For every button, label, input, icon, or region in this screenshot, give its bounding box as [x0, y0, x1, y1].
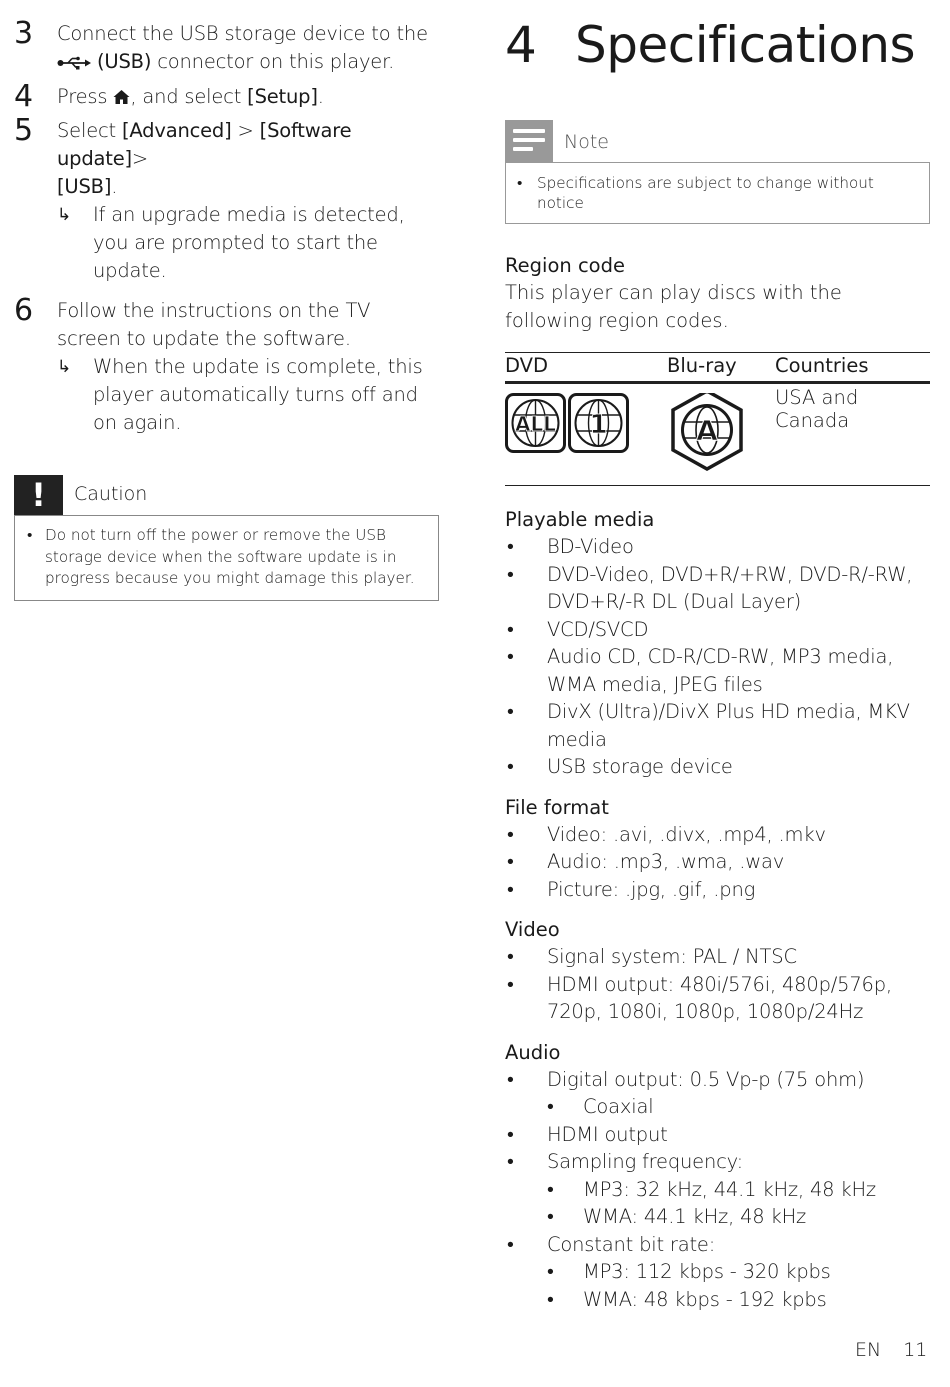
region-code-title: Region code [505, 254, 625, 277]
region-table [505, 352, 930, 486]
list-item: • BD-Video [505, 533, 930, 561]
left-column [14, 14, 439, 601]
step-text-part: Press [57, 85, 114, 108]
list-item: • DivX (Ultra)/DivX Plus HD media, MKV media [505, 698, 930, 753]
step-text-part: connector on this player. [151, 50, 395, 73]
list-subitem: • Coaxial [505, 1093, 930, 1121]
file-format-title: File format [505, 795, 609, 819]
list-subitem: • WMA: 48 kbps - 192 kpbs [505, 1286, 930, 1314]
usb-icon [57, 56, 91, 70]
result-text: If an upgrade media is detected, you are prompted to start the update. [93, 203, 405, 282]
list-item: • HDMI output [505, 1121, 930, 1149]
list-item: • Audio CD, CD-R/CD-RW, MP3 media, WMA media, JPEG files [505, 643, 930, 698]
chapter-number: 4 [505, 16, 537, 74]
video-list [505, 943, 930, 1026]
list-item: • Video: .avi, .divx, .mp4, .mkv [505, 821, 930, 849]
caution-title: Caution [74, 483, 148, 505]
right-column [505, 14, 930, 1313]
audio-title: Audio [505, 1040, 561, 1064]
list-item: • HDMI output: 480i/576i, 480p/576p, 720p, 1080i, 1080p, 1080p/24Hz [505, 971, 930, 1026]
step-text-part: , and select [130, 85, 248, 108]
advanced-label: [Advanced] [121, 119, 232, 142]
list-item: • DVD-Video, DVD+R/+RW, DVD-R/-RW, DVD+R/-R DL (Dual Layer) [505, 561, 930, 616]
caution-text: Do not turn off the power or remove the USB storage device when the software update is in progress because you might damage this player. [45, 526, 415, 587]
step-number: 4 [14, 79, 33, 114]
step-4 [14, 79, 439, 114]
col-dvd: DVD [505, 354, 549, 377]
step-text-part: . [111, 175, 118, 198]
step-text-part: . [317, 85, 324, 108]
list-item: • Constant bit rate: [505, 1231, 930, 1259]
list-subitem: • MP3: 112 kbps - 320 kpbs [505, 1258, 930, 1286]
region-code-text: This player can play discs with the following region codes. [505, 281, 842, 332]
list-item: • Audio: .mp3, .wma, .wav [505, 848, 930, 876]
home-icon [113, 89, 130, 105]
list-item: • Signal system: PAL / NTSC [505, 943, 930, 971]
step-text: Follow the instructions on the TV screen to update the software. [57, 299, 371, 350]
caution-body [14, 515, 439, 601]
note-body [505, 162, 930, 224]
note-header [505, 120, 930, 162]
setup-label: [Setup] [247, 85, 318, 108]
list-item: • VCD/SVCD [505, 616, 930, 644]
step-text-part: > [231, 119, 260, 142]
step-text-line1: Connect the USB storage device to the [57, 22, 428, 45]
page-number: 11 [903, 1339, 928, 1361]
caution-box [14, 475, 439, 601]
logo-a-text: A [696, 414, 718, 447]
list-item: • Digital output: 0.5 Vp-p (75 ohm) [505, 1066, 930, 1094]
playable-media-list [505, 533, 930, 781]
page-footer [855, 1339, 927, 1361]
region-table-header [505, 353, 930, 384]
step-number: 5 [14, 113, 33, 148]
country-value: USA and Canada [775, 386, 859, 432]
col-countries: Countries [775, 354, 869, 377]
software-update-label: [Software update] [57, 119, 352, 170]
audio-list [505, 1066, 930, 1314]
usb-label: (USB) [97, 50, 152, 73]
list-item: • Picture: .jpg, .gif, .png [505, 876, 930, 904]
bluray-region-a-icon [673, 393, 741, 469]
dvd-region-1-icon [570, 395, 628, 452]
step-6 [14, 293, 439, 437]
step-number: 3 [14, 16, 33, 51]
step-text-part: Select [57, 119, 122, 142]
note-text: Specifications are subject to change without notice [537, 174, 874, 212]
region-logos [505, 393, 745, 473]
note-box [505, 120, 930, 224]
caution-header [14, 475, 439, 515]
step-result [57, 353, 439, 437]
list-item: • Sampling frequency: [505, 1148, 930, 1176]
bullet: • [517, 174, 523, 192]
chapter-heading [505, 14, 930, 104]
list-subitem: • MP3: 32 kHz, 44.1 kHz, 48 kHz [505, 1176, 930, 1204]
step-result [57, 201, 439, 285]
list-item: • USB storage device [505, 753, 930, 781]
playable-media-title: Playable media [505, 508, 655, 531]
result-text: When the update is complete, this player automatically turns off and on again. [93, 355, 423, 434]
language-code: EN [855, 1339, 882, 1361]
step-text [57, 83, 439, 111]
usb-menu-label: [USB] [57, 175, 112, 198]
result-arrow-icon: ↳ [57, 357, 72, 377]
step-3 [14, 16, 439, 76]
step-number: 6 [14, 293, 33, 328]
exclamation-icon: ! [14, 475, 63, 515]
list-subitem: • WMA: 44.1 kHz, 48 kHz [505, 1203, 930, 1231]
bullet: • [27, 526, 33, 544]
note-title: Note [564, 131, 609, 153]
video-title: Video [505, 918, 560, 941]
result-arrow-icon: ↳ [57, 205, 72, 225]
logo-1-text: 1 [589, 410, 608, 440]
step-text-part: > [131, 147, 149, 170]
file-format-list [505, 821, 930, 904]
step-text [57, 117, 439, 201]
note-icon [505, 120, 553, 162]
logo-all-text: ALL [515, 412, 556, 436]
step-5 [14, 113, 439, 285]
dvd-region-all-icon [507, 395, 565, 452]
step-text-line2 [57, 48, 439, 76]
chapter-title: Specifications [575, 16, 916, 74]
col-bluray: Blu-ray [667, 354, 737, 377]
